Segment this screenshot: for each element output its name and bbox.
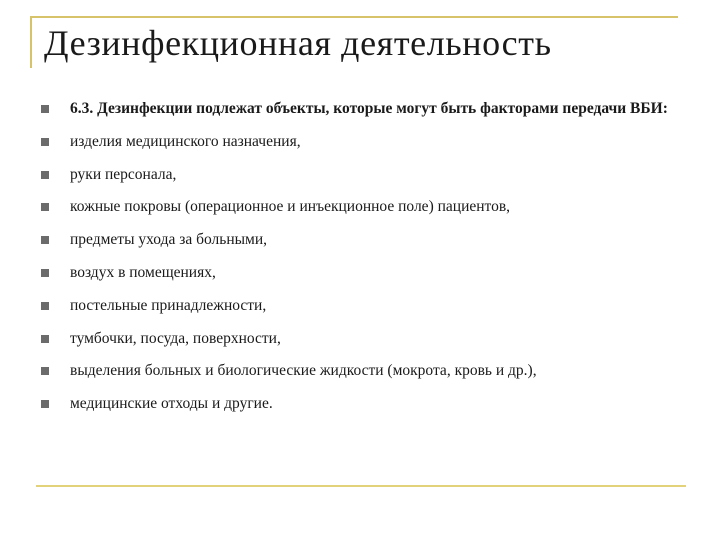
list-item-text: 6.3. Дезинфекции подлежат объекты, которые могут быть факторами передачи ВБИ:	[70, 100, 668, 117]
list-item	[38, 227, 698, 252]
square-bullet-icon	[41, 335, 49, 343]
list-item-text: кожные покровы (операционное и инъекционное поле) пациентов,	[70, 198, 511, 216]
list-item-text: медицинские отходы и другие.	[70, 395, 273, 413]
square-bullet-icon	[41, 400, 49, 408]
title-frame-top-line	[30, 16, 678, 18]
square-bullet-icon	[41, 302, 49, 310]
slide-title: Дезинфекционная деятельность	[44, 23, 552, 63]
list-item	[38, 194, 698, 219]
list-item	[38, 293, 698, 318]
list-item-text: предметы ухода за больными,	[70, 231, 268, 249]
list-item-text: воздух в помещениях,	[70, 263, 216, 281]
list-item	[38, 96, 698, 121]
list-item-text: постельные принадлежности,	[70, 296, 267, 314]
square-bullet-icon	[41, 269, 49, 277]
square-bullet-icon	[41, 203, 49, 211]
title-frame-left-line	[30, 16, 32, 68]
list-item-text: выделения больных и биологические жидкости (мокрота, кровь и др.),	[70, 362, 537, 380]
list-item	[38, 358, 698, 383]
list-item-text: руки персонала,	[70, 165, 177, 183]
square-bullet-icon	[41, 105, 49, 113]
list-item-text: тумбочки, посуда, поверхности,	[70, 329, 281, 347]
square-bullet-icon	[41, 171, 49, 179]
bottom-divider	[36, 485, 686, 487]
list-item-text: изделия медицинского назначения,	[70, 132, 301, 150]
square-bullet-icon	[41, 138, 49, 146]
bullet-list	[38, 96, 698, 424]
square-bullet-icon	[41, 236, 49, 244]
list-item	[38, 326, 698, 351]
list-item	[38, 391, 698, 416]
square-bullet-icon	[41, 367, 49, 375]
list-item	[38, 260, 698, 285]
list-item	[38, 162, 698, 187]
list-item	[38, 129, 698, 154]
